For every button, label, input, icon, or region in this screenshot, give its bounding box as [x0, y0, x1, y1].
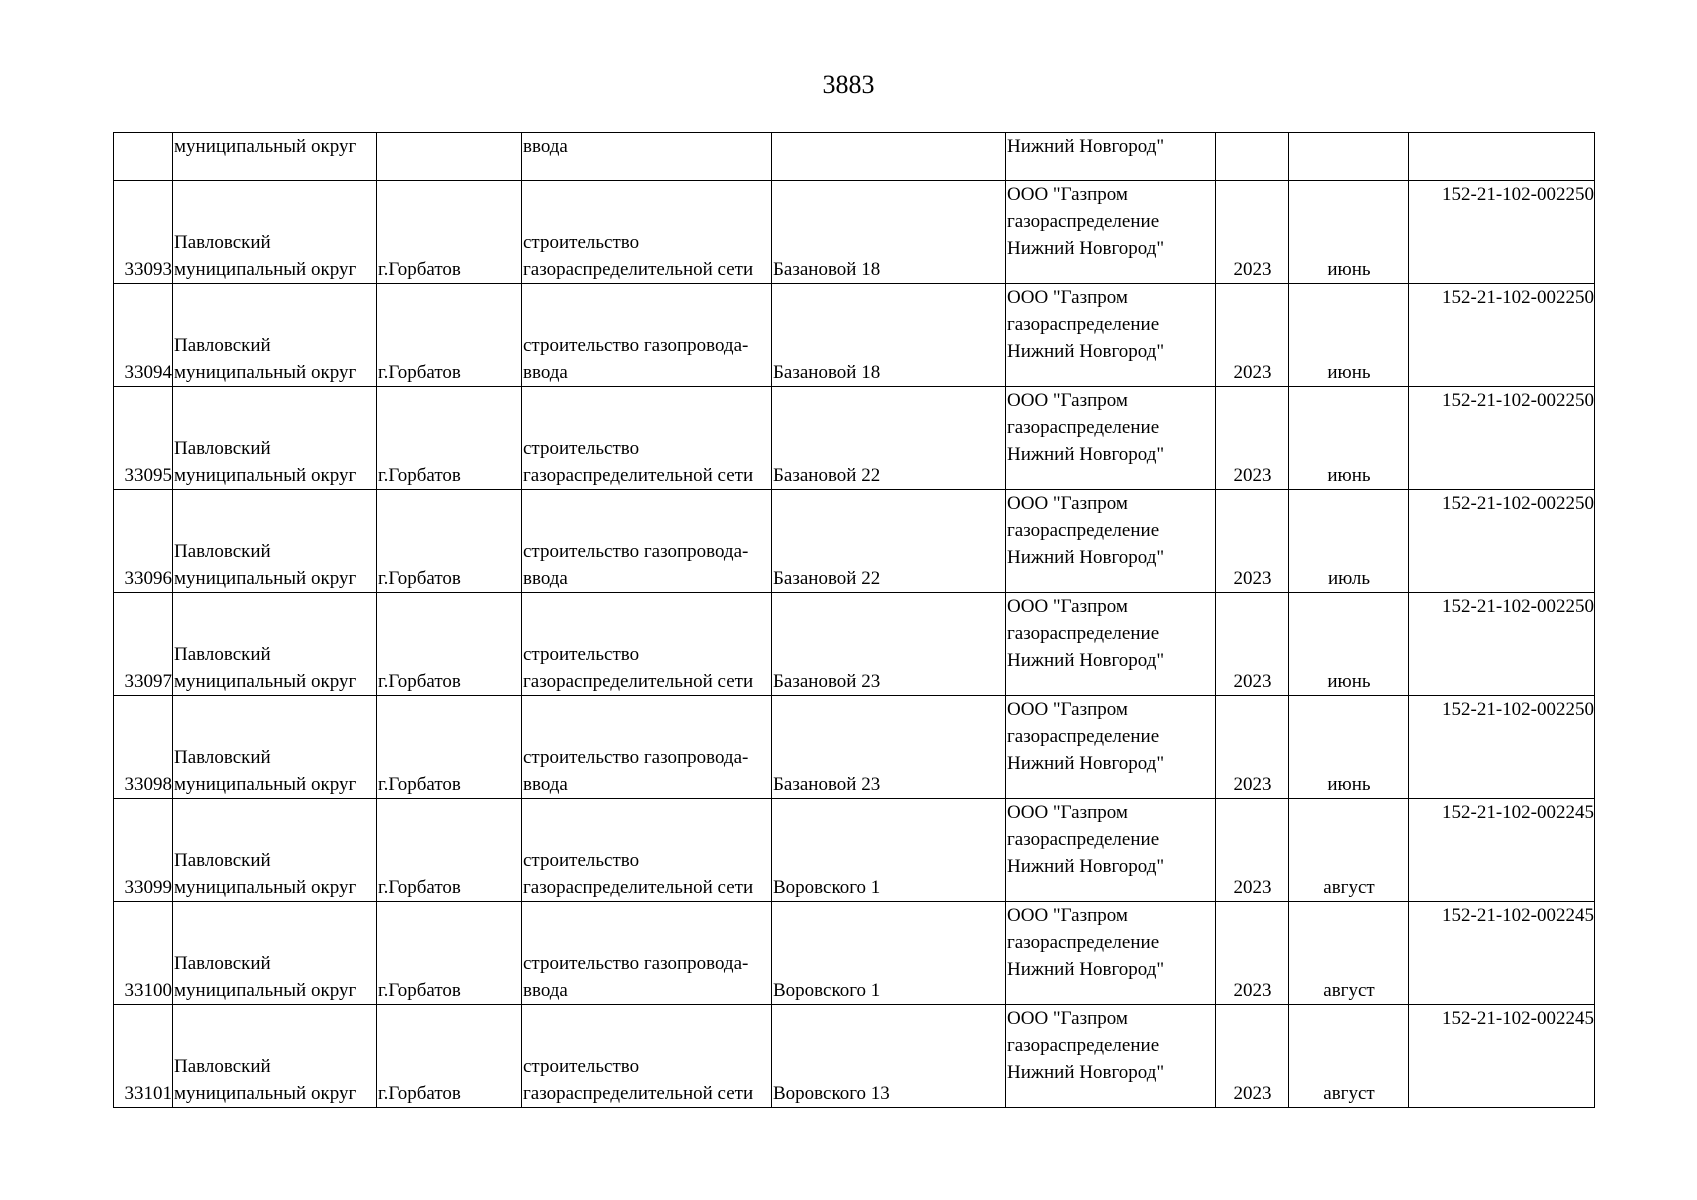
cell-org-line: Нижний Новгород" — [1007, 1062, 1165, 1083]
cell-work-line: строительство — [523, 438, 640, 459]
cell-org-line: Нижний Новгород" — [1007, 856, 1165, 877]
cell-org-line: Нижний Новгород" — [1007, 753, 1165, 774]
cell-district — [173, 696, 377, 799]
cell-number: 33099 — [114, 799, 173, 902]
table-row — [114, 593, 1595, 696]
cell-work — [522, 696, 772, 799]
cell-work-line: строительство — [523, 232, 640, 253]
cell-district-line: муниципальный округ — [174, 362, 357, 383]
cell-month: август — [1289, 799, 1409, 902]
cell-org — [1006, 490, 1216, 593]
cell-month: август — [1289, 902, 1409, 1005]
cell-work-line: ввода — [523, 362, 568, 383]
cell-address: Базановой 22 — [772, 387, 1006, 490]
cell-org-line: Нижний Новгород" — [1007, 650, 1165, 671]
cell-district — [173, 387, 377, 490]
cell-year: 2023 — [1216, 1005, 1289, 1108]
cell-org-line: Нижний Новгород" — [1007, 444, 1165, 465]
cell-org-line: ООО "Газпром — [1007, 699, 1128, 720]
cell-work-line: ввода — [523, 568, 568, 589]
cell-district-line: Павловский — [174, 850, 271, 871]
cell-org-line: ООО "Газпром — [1007, 493, 1128, 514]
cell-org — [1006, 696, 1216, 799]
cell-org-line: Нижний Новгород" — [1007, 341, 1165, 362]
cell-year: 2023 — [1216, 490, 1289, 593]
cell-address: Базановой 18 — [772, 181, 1006, 284]
cell-locality: г.Горбатов — [377, 696, 522, 799]
cell-code — [1409, 133, 1595, 181]
cell-year — [1216, 133, 1289, 181]
cell-code: 152-21-102-002245 — [1409, 902, 1595, 1005]
cell-org-line: газораспределение — [1007, 932, 1160, 953]
cell-work — [522, 1005, 772, 1108]
cell-district-line: муниципальный округ — [174, 877, 357, 898]
table-row — [114, 799, 1595, 902]
cell-district — [173, 799, 377, 902]
cell-address: Базановой 22 — [772, 490, 1006, 593]
cell-locality: г.Горбатов — [377, 181, 522, 284]
cell-locality: г.Горбатов — [377, 902, 522, 1005]
cell-work-line: строительство газопровода- — [523, 541, 749, 562]
cell-year: 2023 — [1216, 696, 1289, 799]
cell-number: 33097 — [114, 593, 173, 696]
cell-address: Воровского 1 — [772, 902, 1006, 1005]
cell-district — [173, 284, 377, 387]
cell-code: 152-21-102-002250 — [1409, 284, 1595, 387]
table-row — [114, 902, 1595, 1005]
cell-year: 2023 — [1216, 799, 1289, 902]
cell-org-line: газораспределение — [1007, 829, 1160, 850]
cell-org — [1006, 284, 1216, 387]
cell-month: июнь — [1289, 387, 1409, 490]
cell-locality: г.Горбатов — [377, 799, 522, 902]
cell-district — [173, 181, 377, 284]
cell-org — [1006, 799, 1216, 902]
cell-code: 152-21-102-002250 — [1409, 696, 1595, 799]
cell-locality: г.Горбатов — [377, 284, 522, 387]
cell-district-line: муниципальный округ — [174, 774, 357, 795]
cell-org-line: ООО "Газпром — [1007, 390, 1128, 411]
cell-org — [1006, 387, 1216, 490]
cell-district-line: Павловский — [174, 644, 271, 665]
cell-district — [173, 1005, 377, 1108]
cell-work-line: строительство газопровода- — [523, 953, 749, 974]
cell-district-line: Павловский — [174, 1056, 271, 1077]
cell-district-line: Павловский — [174, 232, 271, 253]
cell-district-line: муниципальный округ — [174, 980, 357, 1001]
cell-work-line: газораспределительной сети — [523, 877, 754, 898]
table-row — [114, 696, 1595, 799]
cell-year: 2023 — [1216, 902, 1289, 1005]
cell-org — [1006, 181, 1216, 284]
cell-work-line: строительство — [523, 1056, 640, 1077]
cell-district-line: Павловский — [174, 953, 271, 974]
cell-locality: г.Горбатов — [377, 387, 522, 490]
cell-org-line: ООО "Газпром — [1007, 596, 1128, 617]
cell-number: 33095 — [114, 387, 173, 490]
cell-district: муниципальный округ — [173, 133, 377, 181]
cell-year: 2023 — [1216, 593, 1289, 696]
cell-work — [522, 902, 772, 1005]
cell-org-line: ООО "Газпром — [1007, 802, 1128, 823]
registry-table — [113, 132, 1595, 1108]
cell-work-line: строительство газопровода- — [523, 335, 749, 356]
cell-work-line: ввода — [523, 774, 568, 795]
cell-org-line: газораспределение — [1007, 726, 1160, 747]
cell-number: 33101 — [114, 1005, 173, 1108]
cell-org-line: газораспределение — [1007, 211, 1160, 232]
cell-address: Воровского 13 — [772, 1005, 1006, 1108]
cell-month — [1289, 133, 1409, 181]
cell-code: 152-21-102-002245 — [1409, 799, 1595, 902]
cell-year: 2023 — [1216, 181, 1289, 284]
cell-code: 152-21-102-002250 — [1409, 490, 1595, 593]
cell-work — [522, 181, 772, 284]
cell-work-line: газораспределительной сети — [523, 1083, 754, 1104]
cell-number: 33093 — [114, 181, 173, 284]
cell-work — [522, 799, 772, 902]
cell-district-line: муниципальный округ — [174, 259, 357, 280]
cell-org-line: Нижний Новгород" — [1007, 959, 1165, 980]
cell-month: июль — [1289, 490, 1409, 593]
cell-district-line: Павловский — [174, 335, 271, 356]
cell-org-line: газораспределение — [1007, 417, 1160, 438]
table-row — [114, 490, 1595, 593]
cell-district-line: Павловский — [174, 541, 271, 562]
table-row — [114, 387, 1595, 490]
cell-year: 2023 — [1216, 387, 1289, 490]
cell-org — [1006, 593, 1216, 696]
cell-district — [173, 593, 377, 696]
cell-org-line: ООО "Газпром — [1007, 287, 1128, 308]
cell-month: июнь — [1289, 284, 1409, 387]
table-row — [114, 284, 1595, 387]
cell-number: 33094 — [114, 284, 173, 387]
cell-work-line: газораспределительной сети — [523, 259, 754, 280]
cell-month: июнь — [1289, 696, 1409, 799]
table-row — [114, 1005, 1595, 1108]
cell-district-line: муниципальный округ — [174, 568, 357, 589]
cell-work — [522, 387, 772, 490]
cell-district-line: муниципальный округ — [174, 1083, 357, 1104]
table-body — [114, 133, 1595, 1108]
cell-address: Базановой 18 — [772, 284, 1006, 387]
cell-number: 33096 — [114, 490, 173, 593]
cell-address: Базановой 23 — [772, 593, 1006, 696]
cell-org-line: газораспределение — [1007, 1035, 1160, 1056]
cell-district-line: муниципальный округ — [174, 671, 357, 692]
cell-locality: г.Горбатов — [377, 1005, 522, 1108]
cell-code: 152-21-102-002245 — [1409, 1005, 1595, 1108]
cell-number: 33100 — [114, 902, 173, 1005]
cell-org-line: ООО "Газпром — [1007, 905, 1128, 926]
cell-month: июнь — [1289, 593, 1409, 696]
cell-code: 152-21-102-002250 — [1409, 387, 1595, 490]
table-row-continuation — [114, 133, 1595, 181]
cell-locality: г.Горбатов — [377, 593, 522, 696]
cell-month: август — [1289, 1005, 1409, 1108]
cell-code: 152-21-102-002250 — [1409, 593, 1595, 696]
cell-work-line: строительство газопровода- — [523, 747, 749, 768]
cell-number: 33098 — [114, 696, 173, 799]
cell-org-line: ООО "Газпром — [1007, 1008, 1128, 1029]
page-number: 3883 — [822, 70, 875, 99]
table-row — [114, 181, 1595, 284]
cell-org — [1006, 902, 1216, 1005]
cell-work-line: строительство — [523, 644, 640, 665]
cell-address — [772, 133, 1006, 181]
cell-locality — [377, 133, 522, 181]
cell-district-line: Павловский — [174, 747, 271, 768]
cell-month: июнь — [1289, 181, 1409, 284]
cell-work-line: газораспределительной сети — [523, 465, 754, 486]
cell-work-line: газораспределительной сети — [523, 671, 754, 692]
cell-org-line: газораспределение — [1007, 314, 1160, 335]
cell-code: 152-21-102-002250 — [1409, 181, 1595, 284]
cell-org: Нижний Новгород" — [1006, 133, 1216, 181]
cell-org-line: Нижний Новгород" — [1007, 238, 1165, 259]
cell-org-line: газораспределение — [1007, 623, 1160, 644]
cell-number — [114, 133, 173, 181]
cell-work — [522, 593, 772, 696]
cell-org-line: Нижний Новгород" — [1007, 547, 1165, 568]
cell-work-line: ввода — [523, 980, 568, 1001]
cell-work-line: строительство — [523, 850, 640, 871]
cell-address: Воровского 1 — [772, 799, 1006, 902]
cell-org-line: ООО "Газпром — [1007, 184, 1128, 205]
cell-work — [522, 490, 772, 593]
cell-work — [522, 284, 772, 387]
cell-district — [173, 902, 377, 1005]
cell-locality: г.Горбатов — [377, 490, 522, 593]
cell-district-line: муниципальный округ — [174, 465, 357, 486]
cell-district — [173, 490, 377, 593]
cell-org — [1006, 1005, 1216, 1108]
cell-org-line: газораспределение — [1007, 520, 1160, 541]
cell-work: ввода — [522, 133, 772, 181]
cell-year: 2023 — [1216, 284, 1289, 387]
cell-district-line: Павловский — [174, 438, 271, 459]
cell-address: Базановой 23 — [772, 696, 1006, 799]
